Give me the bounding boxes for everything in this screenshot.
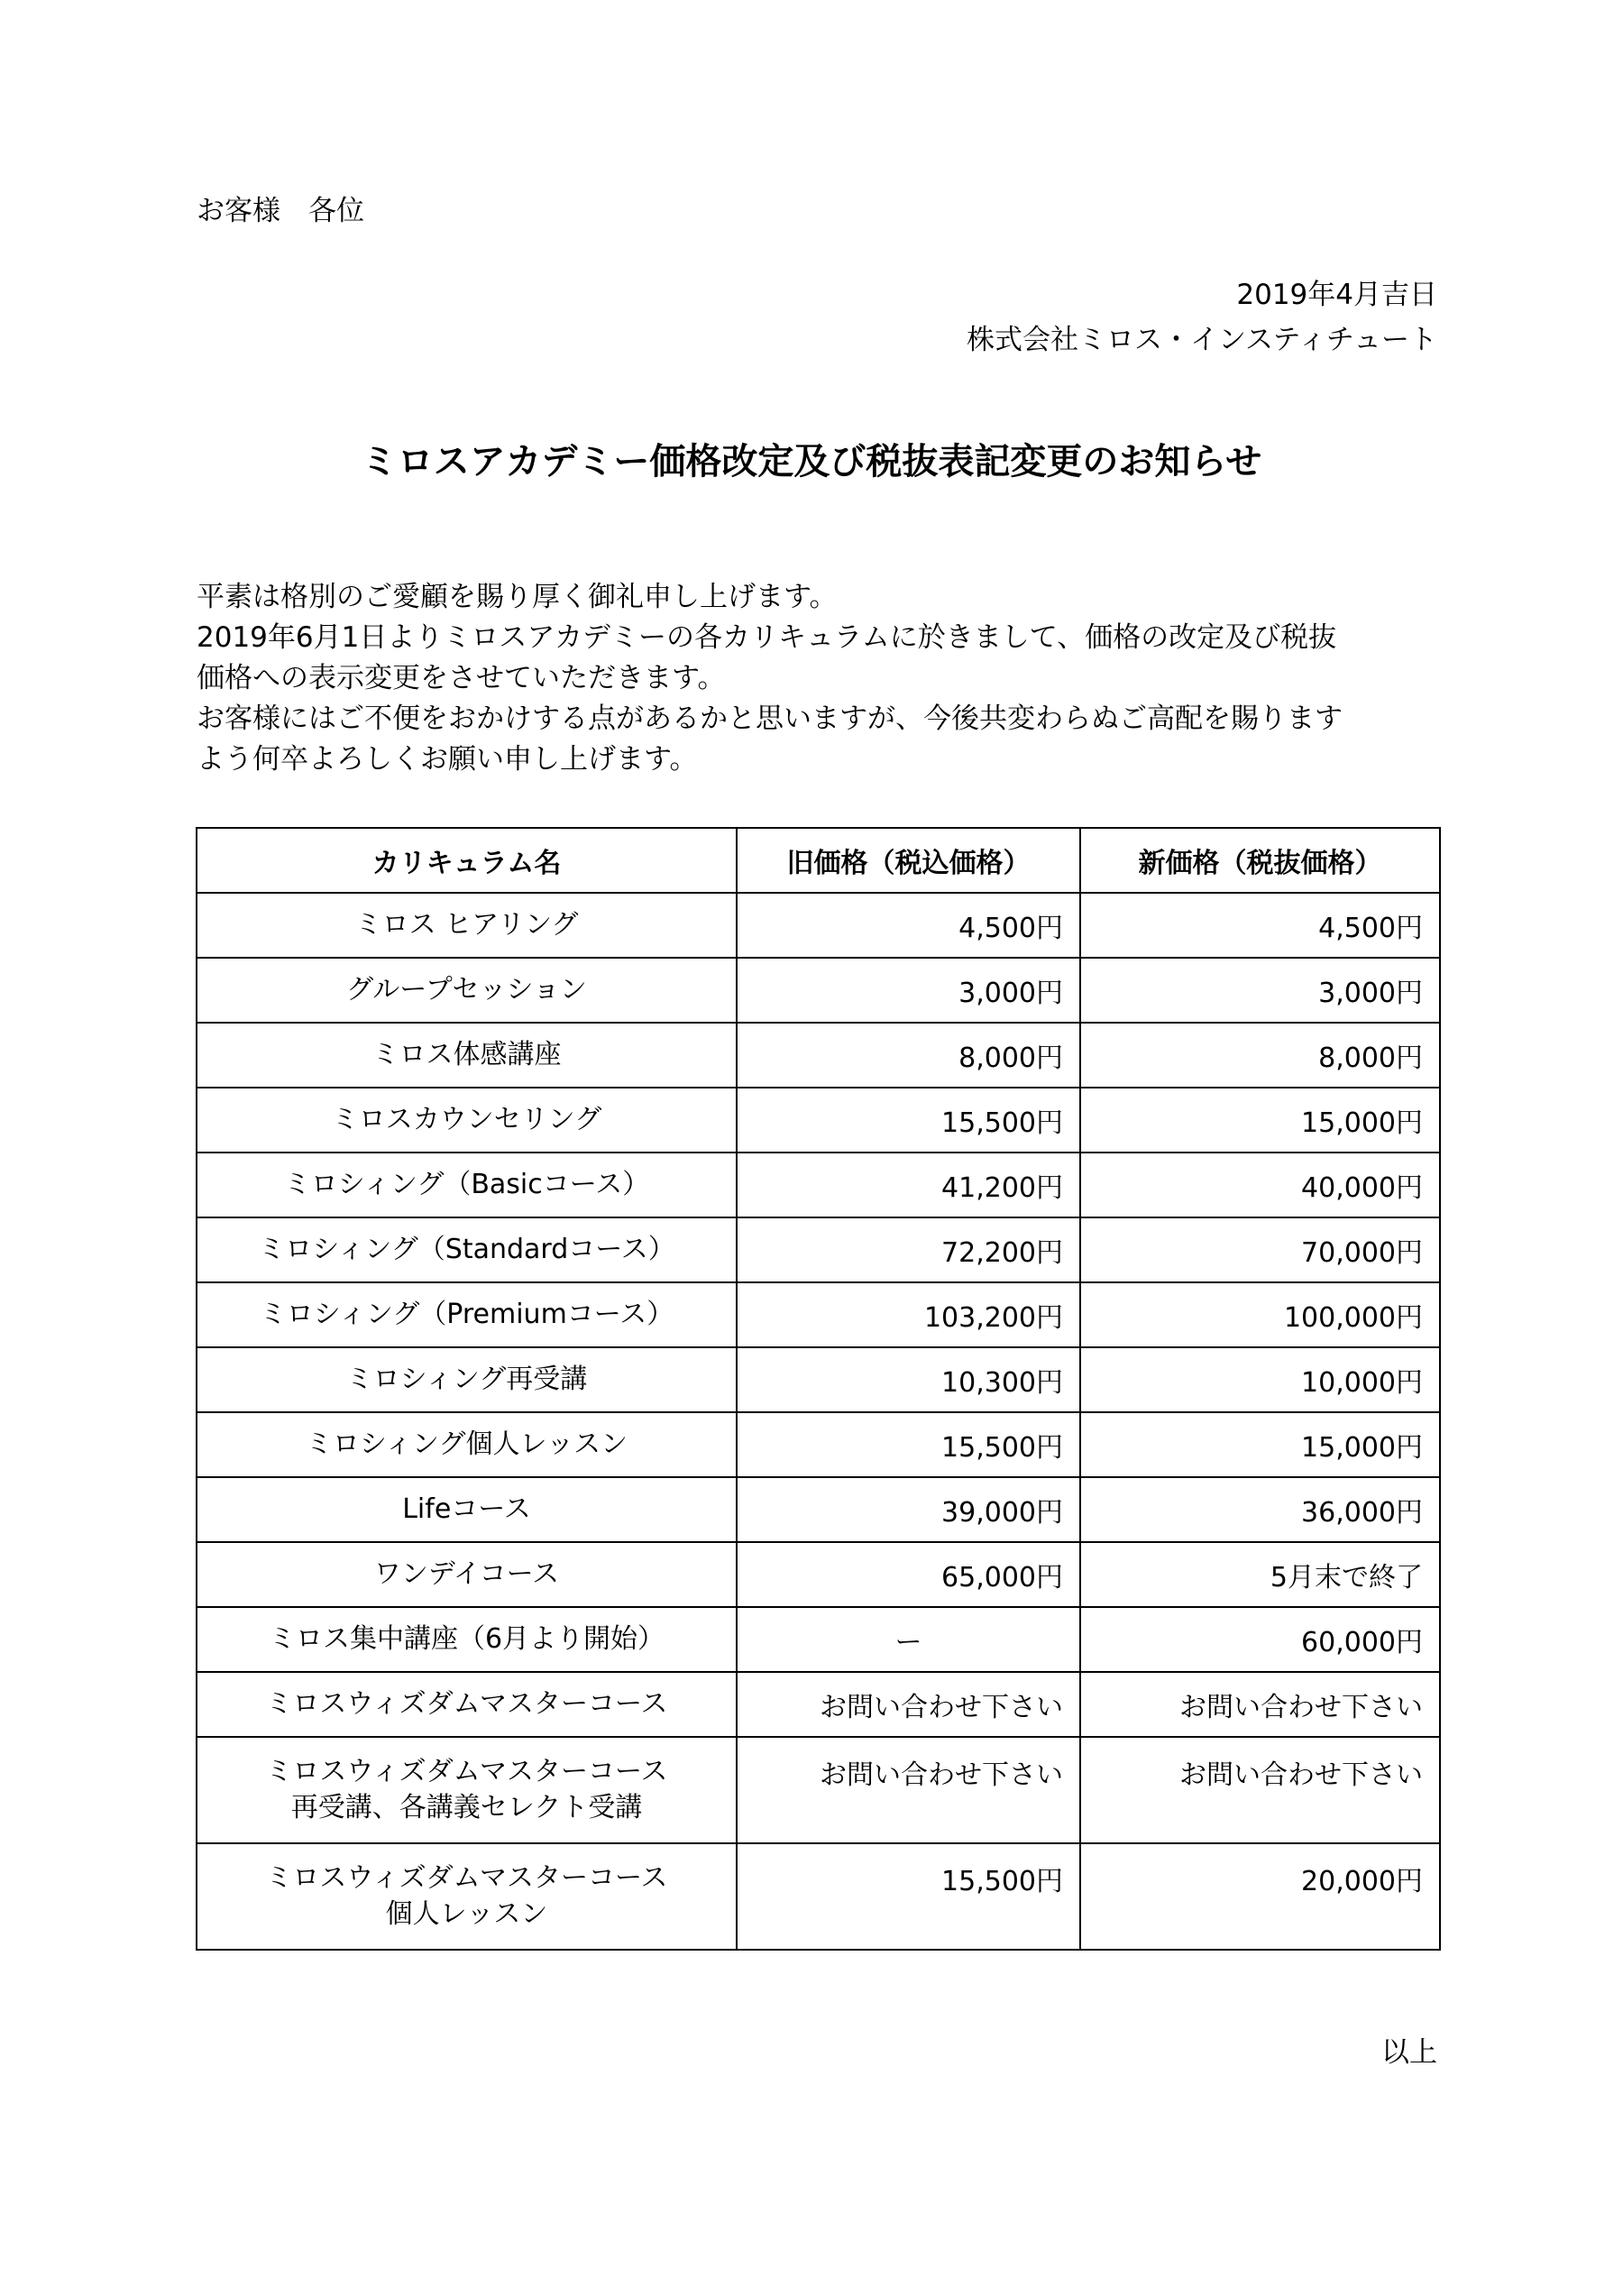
curriculum-name: ミロシィング（Standardコース） bbox=[197, 1217, 737, 1282]
new-price: 10,000円 bbox=[1080, 1347, 1440, 1412]
old-price: 41,200円 bbox=[737, 1153, 1080, 1217]
curriculum-name: グループセッション bbox=[197, 958, 737, 1023]
old-price: 15,500円 bbox=[737, 1088, 1080, 1153]
new-price: お問い合わせ下さい bbox=[1080, 1737, 1440, 1843]
table-row bbox=[197, 1477, 1440, 1542]
curriculum-name: ミロス集中講座（6月より開始） bbox=[197, 1607, 737, 1672]
curriculum-name: ミロスウィズダムマスターコース bbox=[197, 1672, 737, 1737]
curriculum-name-line: ミロスウィズダムマスターコース bbox=[265, 1862, 668, 1894]
curriculum-name: ミロスカウンセリング bbox=[197, 1088, 737, 1153]
old-price: 65,000円 bbox=[737, 1542, 1080, 1607]
sender-block bbox=[967, 272, 1437, 363]
table-row bbox=[197, 1217, 1440, 1282]
column-header-new-price: 新価格（税抜価格） bbox=[1080, 828, 1440, 893]
curriculum-name: ミロシィング（Premiumコース） bbox=[197, 1282, 737, 1347]
body-line: 2019年6月1日よりミロスアカデミーの各カリキュラムに於きまして、価格の改定及び税抜 bbox=[197, 621, 1337, 654]
new-price: 70,000円 bbox=[1080, 1217, 1440, 1282]
closing-mark: 以上 bbox=[1381, 2036, 1437, 2069]
table-row bbox=[197, 1347, 1440, 1412]
new-price: 36,000円 bbox=[1080, 1477, 1440, 1542]
old-price: 15,500円 bbox=[737, 1412, 1080, 1477]
curriculum-name: ミロシィング（Basicコース） bbox=[197, 1153, 737, 1217]
table-row bbox=[197, 1607, 1440, 1672]
table-row bbox=[197, 1542, 1440, 1607]
old-price: 3,000円 bbox=[737, 958, 1080, 1023]
curriculum-name: Lifeコース bbox=[197, 1477, 737, 1542]
issue-date: 2019年4月吉日 bbox=[1236, 279, 1437, 311]
new-price: 8,000円 bbox=[1080, 1023, 1440, 1088]
new-price: お問い合わせ下さい bbox=[1080, 1672, 1440, 1737]
table-row bbox=[197, 1412, 1440, 1477]
table-row bbox=[197, 1737, 1440, 1843]
body-line: 価格への表示変更をさせていただきます。 bbox=[197, 662, 726, 694]
old-price: 4,500円 bbox=[737, 893, 1080, 958]
table-row bbox=[197, 1088, 1440, 1153]
document-title: ミロスアカデミー価格改定及び税抜表記変更のお知らせ bbox=[361, 441, 1262, 482]
table-row bbox=[197, 1282, 1440, 1347]
curriculum-name-line: 再受講、各講義セレクト受講 bbox=[290, 1792, 643, 1823]
price-table bbox=[196, 827, 1441, 1951]
table-row bbox=[197, 1843, 1440, 1950]
old-price: 15,500円 bbox=[737, 1843, 1080, 1950]
table-row bbox=[197, 1672, 1440, 1737]
curriculum-name bbox=[197, 1843, 737, 1950]
table-row bbox=[197, 958, 1440, 1023]
new-price: 5月末で終了 bbox=[1080, 1542, 1440, 1607]
table-row bbox=[197, 1023, 1440, 1088]
recipient-line: お客様 各位 bbox=[197, 195, 364, 227]
new-price: 3,000円 bbox=[1080, 958, 1440, 1023]
curriculum-name: ミロシィング個人レッスン bbox=[197, 1412, 737, 1477]
company-name: 株式会社ミロス・インスティチュート bbox=[966, 324, 1437, 356]
new-price: 60,000円 bbox=[1080, 1607, 1440, 1672]
old-price: ー bbox=[737, 1607, 1080, 1672]
column-header-curriculum: カリキュラム名 bbox=[197, 828, 737, 893]
curriculum-name: ミロス ヒアリング bbox=[197, 893, 737, 958]
curriculum-name: ミロシィング再受講 bbox=[197, 1347, 737, 1412]
new-price: 15,000円 bbox=[1080, 1412, 1440, 1477]
new-price: 20,000円 bbox=[1080, 1843, 1440, 1950]
old-price: お問い合わせ下さい bbox=[737, 1737, 1080, 1843]
body-text bbox=[197, 577, 1459, 780]
body-line: よう何卒よろしくお願い申し上げます。 bbox=[197, 743, 698, 776]
old-price: 8,000円 bbox=[737, 1023, 1080, 1088]
curriculum-name: ミロス体感講座 bbox=[197, 1023, 737, 1088]
old-price: お問い合わせ下さい bbox=[737, 1672, 1080, 1737]
body-line: お客様にはご不便をおかけする点があるかと思いますが、今後共変わらぬご高配を賜ります bbox=[197, 703, 1343, 735]
table-header-row bbox=[197, 828, 1440, 893]
column-header-old-price: 旧価格（税込価格） bbox=[737, 828, 1080, 893]
table-row bbox=[197, 893, 1440, 958]
old-price: 39,000円 bbox=[737, 1477, 1080, 1542]
new-price: 100,000円 bbox=[1080, 1282, 1440, 1347]
curriculum-name-line: 個人レッスン bbox=[385, 1898, 548, 1930]
old-price: 10,300円 bbox=[737, 1347, 1080, 1412]
table-row bbox=[197, 1153, 1440, 1217]
new-price: 4,500円 bbox=[1080, 893, 1440, 958]
new-price: 15,000円 bbox=[1080, 1088, 1440, 1153]
curriculum-name: ワンデイコース bbox=[197, 1542, 737, 1607]
body-line: 平素は格別のご愛顧を賜り厚く御礼申し上げます。 bbox=[197, 581, 838, 613]
old-price: 72,200円 bbox=[737, 1217, 1080, 1282]
curriculum-name-line: ミロスウィズダムマスターコース bbox=[265, 1756, 668, 1787]
curriculum-name bbox=[197, 1737, 737, 1843]
old-price: 103,200円 bbox=[737, 1282, 1080, 1347]
new-price: 40,000円 bbox=[1080, 1153, 1440, 1217]
